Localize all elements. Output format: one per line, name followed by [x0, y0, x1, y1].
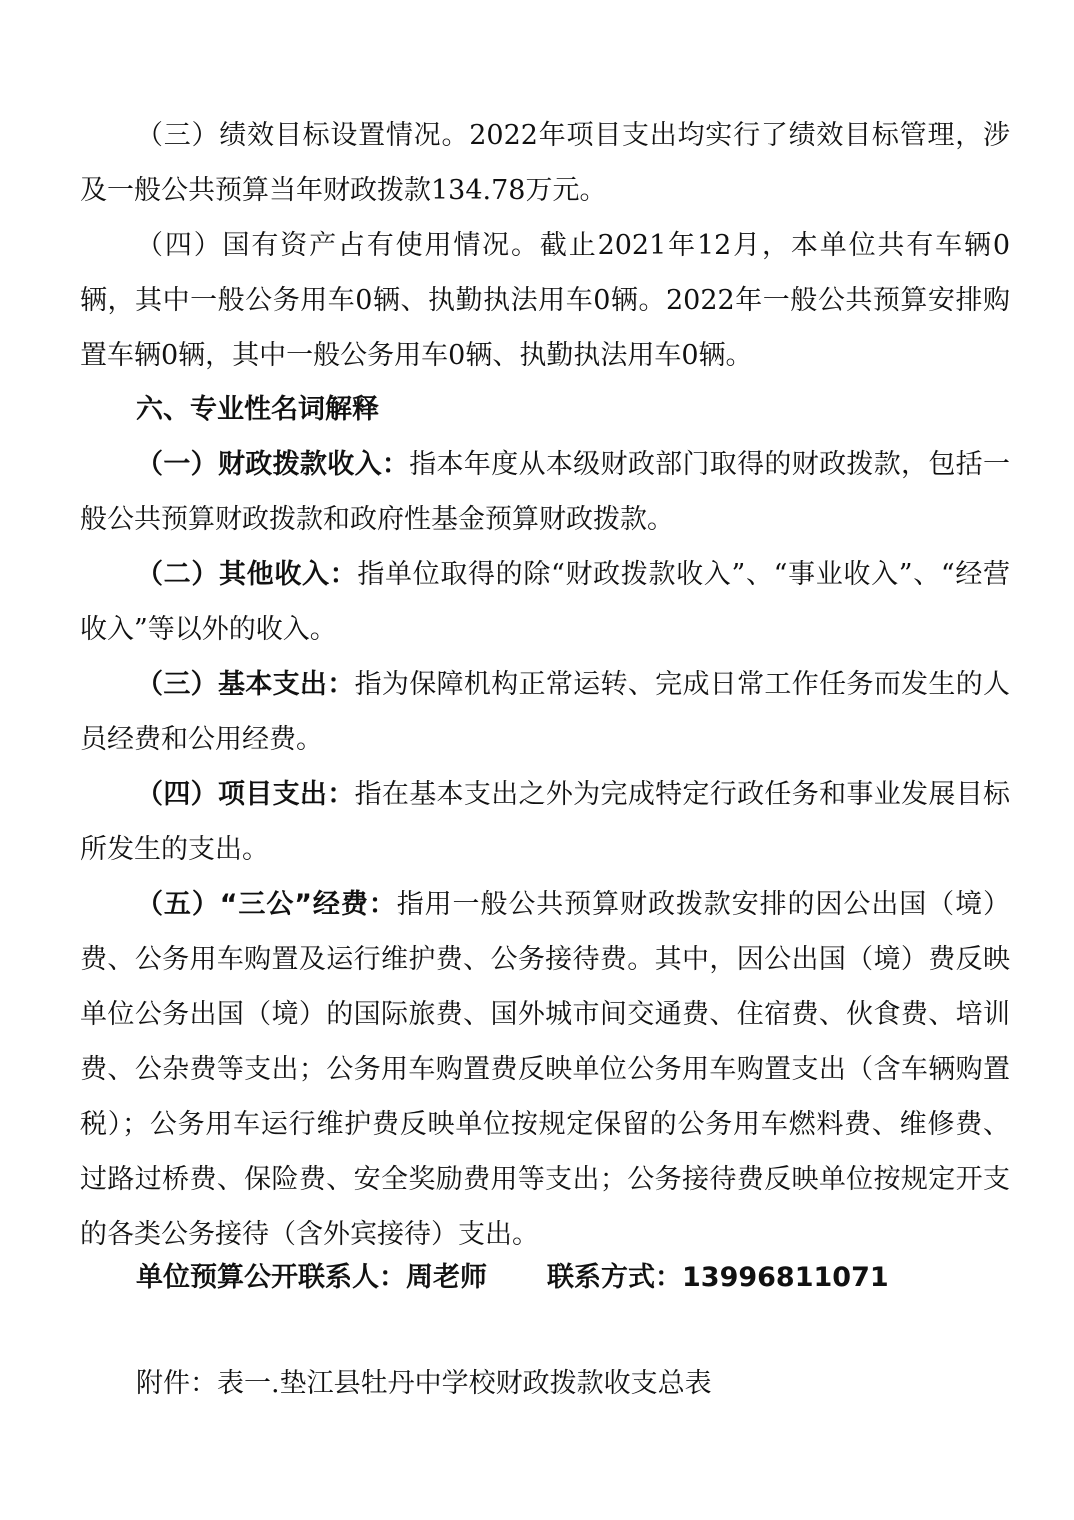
definition-item [80, 437, 1010, 547]
definition-text: 指本年度从本级财政部门取得的财政拨款，包括一般公共预算财政拨款和政府性基金预算财政拨款。 [80, 449, 1011, 535]
definition-text: 指用一般公共预算财政拨款安排的因公出国（境）费、公务用车购置及运行维护费、公务接待费。其中，因公出国（境）费反映单位公务出国（境）的国际旅费、国外城市间交通费、住宿费、伙食费、培训费、公杂费等支出；公务用车购置费反映单位公务用车购置支出（含车辆购置税）；公务用车运行维护费反映单位按规定保留的公务用车燃料费、维修费、过路过桥费、保险费、安全奖励费用等支出；公务接待费反映单位按规定开支的各类公务接待（含外宾接待）支出。 [80, 889, 1010, 1250]
definition-term: （五）“三公”经费： [136, 889, 397, 920]
definition-term: （一）财政拨款收入： [136, 449, 410, 480]
definition-item [80, 877, 1010, 1262]
section-heading: 六、专业性名词解释 [136, 394, 379, 425]
contact-person: 单位预算公开联系人：周老师 [136, 1262, 487, 1293]
definition-term: （三）基本支出： [136, 669, 355, 700]
paragraph-state-assets: （四）国有资产占有使用情况。截止2021年12月，本单位共有车辆0辆，其中一般公务用车0辆、执勤执法用车0辆。2022年一般公共预算安排购置车辆0辆，其中一般公务用车0辆、执勤执法用车0辆。 [80, 230, 1010, 371]
paragraph-performance-targets: （三）绩效目标设置情况。2022年项目支出均实行了绩效目标管理，涉及一般公共预算当年财政拨款134.78万元。 [80, 120, 1010, 206]
contact-phone: 联系方式：13996811071 [547, 1262, 889, 1293]
definition-item [80, 767, 1010, 877]
attachment-line: 附件：表一.垫江县牡丹中学校财政拨款收支总表 [136, 1368, 712, 1399]
definition-text: 指为保障机构正常运转、完成日常工作任务而发生的人员经费和公用经费。 [80, 669, 1011, 755]
definition-term: （四）项目支出： [136, 779, 355, 810]
contact-line [136, 1250, 889, 1305]
definition-item [80, 547, 1010, 657]
definition-item [80, 657, 1010, 767]
definition-text: 指单位取得的除“财政拨款收入”、“事业收入”、“经营收入”等以外的收入。 [80, 559, 1011, 645]
definition-term: （二）其他收入： [136, 559, 358, 590]
definition-text: 指在基本支出之外为完成特定行政任务和事业发展目标所发生的支出。 [80, 779, 1011, 865]
